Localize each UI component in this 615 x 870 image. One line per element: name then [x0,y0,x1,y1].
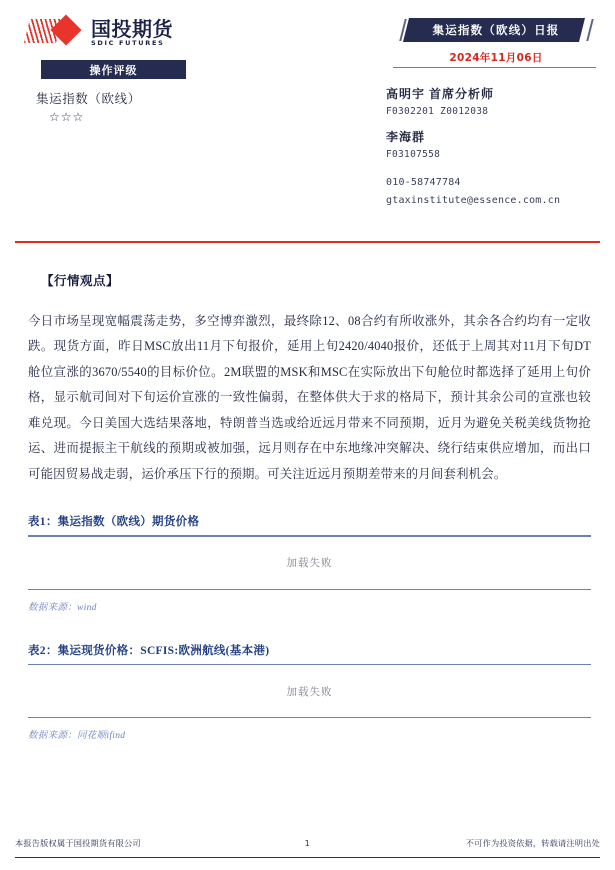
table-2-bottom-rule [28,717,591,718]
logo-company-name-en: SDIC FUTURES [91,38,165,47]
report-title: 集运指数（欧线）日报 [432,25,560,37]
rating-bar-label: 操作评级 [41,60,186,79]
analyst-name-secondary: 李海群 [386,130,426,144]
table-2-source: 数据来源：同花顺ifind [28,731,126,742]
report-body [0,248,615,741]
footer-row [15,838,600,852]
logo-company-name-cn: 国投期货 [91,16,173,41]
logo-text [91,16,173,47]
footer-divider [15,857,600,858]
analyst-block [386,85,611,210]
analyst-name-primary: 高明宇 首席分析师 [386,87,495,101]
table-1-load-failed-message: 加载失败 [286,558,333,570]
contact-email[interactable]: gtaxinstitute@essence.com.cn [386,195,561,206]
table-1-source: 数据来源：wind [28,602,97,613]
table-1-body [28,537,591,589]
footer-page-number: 1 [304,837,311,848]
header-divider [15,241,600,243]
footer-disclaimer: 不可作为投资依据，转载请注明出处 [465,837,600,848]
analyst-code-primary: F0302201 Z0012038 [386,106,489,117]
table-2-load-failed-message: 加载失败 [286,686,333,698]
footer-copyright: 本报告版权属于国投期货有限公司 [15,837,141,848]
report-title-banner [400,18,592,42]
rating-stars-icon: ☆☆☆ [49,110,85,124]
rating-instrument-name: 集运指数（欧线） [36,92,141,106]
table-block-1 [28,513,591,613]
date-underline-divider [393,67,596,68]
table-1-bottom-rule [28,589,591,590]
table-2-body [28,665,591,717]
report-footer [15,838,600,858]
contact-phone: 010-58747784 [386,177,461,188]
market-view-paragraph: 今日市场呈现宽幅震荡走势，多空博弈激烈，最终除12、08合约有所收涨外，其余各合约均有一定收跌。现货方面，昨日MSC放出11月下旬报价，延用上旬2420/4040报价，还低于上周其对11月下旬DT舱位宣涨的3670/5540的目标价位。2M联盟的MSK和MSC在实际放出下旬舱位时都选择了延用上旬价格，显示航司间对下旬运价宣涨的一致性偏弱，在整体供大于求的格局下，预计其余公司的宣涨也较难兑现。今日美国大选结果落地，特朗普当选或给近远月带来不同预期，近月为避免关税美线货物抢运、进而提振主干航线的预期或被加强，远月则存在中东地缘冲突解决、绕行结束供应增加，而出口可能因贸易战走弱，运价承压下行的预期。可关注近远月预期差带来的月间套利机会。 [28,314,591,481]
report-date: 2024年11月06日 [449,52,543,64]
analyst-code-secondary: F03107558 [386,149,441,160]
logo-mark-icon [27,16,89,46]
contact-block [386,174,611,210]
report-header [0,0,615,248]
company-logo [27,16,173,46]
table-2-caption: 表2：集运现货价格：SCFIS:欧洲航线(基本港) [28,644,270,657]
table-block-2 [28,642,591,742]
table-1-caption: 表1：集运指数（欧线）期货价格 [28,515,200,528]
section-title-market-view: 【行情观点】 [41,274,120,288]
